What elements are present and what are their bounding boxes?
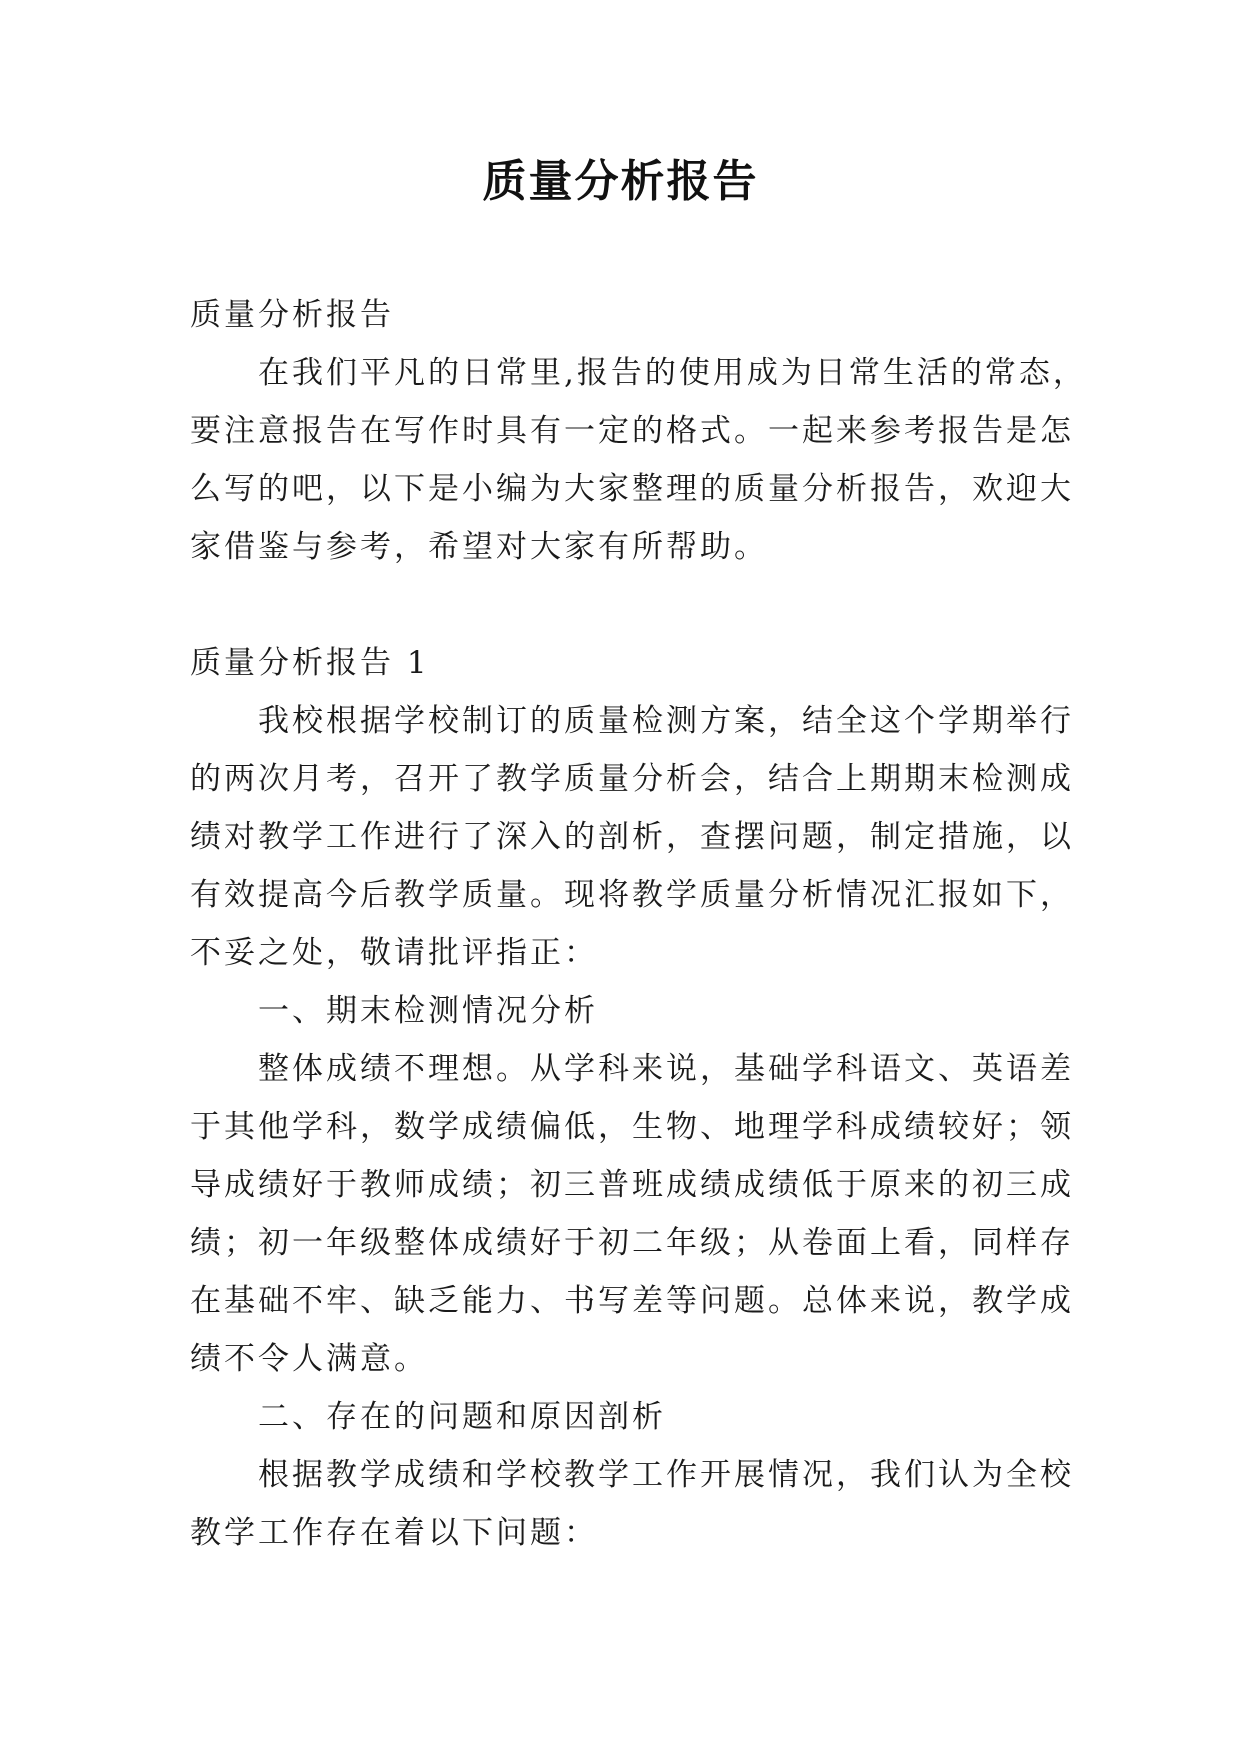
paragraph-line: 的两次月考，召开了教学质量分析会，结合上期期末检测成 [190, 761, 1074, 797]
intro-line: 么写的吧，以下是小编为大家整理的质量分析报告，欢迎大 [190, 471, 1074, 507]
paragraph-line: 我校根据学校制订的质量检测方案，结全这个学期举行 [258, 703, 1074, 739]
paragraph-gap [190, 576, 1052, 634]
paragraph-line: 根据教学成绩和学校教学工作开展情况，我们认为全校 [258, 1457, 1074, 1493]
paragraph-line: 整体成绩不理想。从学科来说，基础学科语文、英语差 [258, 1051, 1074, 1087]
document-title: 质量分析报告 [482, 156, 759, 207]
paragraph-line: 不妥之处，敬请批评指正： [190, 935, 598, 971]
intro-line: 家借鉴与参考，希望对大家有所帮助。 [190, 529, 768, 565]
paragraph-line: 于其他学科，数学成绩偏低，生物、地理学科成绩较好；领 [190, 1109, 1074, 1145]
paragraph-line: 绩不令人满意。 [190, 1341, 428, 1377]
section-heading: 质量分析报告 1 [190, 645, 430, 681]
intro-line: 在我们平凡的日常里,报告的使用成为日常生活的常态， [258, 355, 1087, 391]
intro-line: 要注意报告在写作时具有一定的格式。一起来参考报告是怎 [190, 413, 1074, 449]
paragraph-line: 有效提高今后教学质量。现将教学质量分析情况汇报如下， [190, 877, 1074, 913]
subheading-2: 二、存在的问题和原因剖析 [258, 1399, 666, 1435]
intro-heading: 质量分析报告 [190, 297, 394, 333]
paragraph-line: 绩；初一年级整体成绩好于初二年级；从卷面上看，同样存 [190, 1225, 1074, 1261]
subheading-1: 一、期末检测情况分析 [258, 993, 598, 1029]
paragraph-line: 教学工作存在着以下问题： [190, 1515, 598, 1551]
document-body [190, 286, 1087, 1562]
paragraph-line: 绩对教学工作进行了深入的剖析，查摆问题，制定措施，以 [190, 819, 1074, 855]
paragraph-line: 在基础不牢、缺乏能力、书写差等问题。总体来说，教学成 [190, 1283, 1074, 1319]
paragraph-line: 导成绩好于教师成绩；初三普班成绩成绩低于原来的初三成 [190, 1167, 1074, 1203]
